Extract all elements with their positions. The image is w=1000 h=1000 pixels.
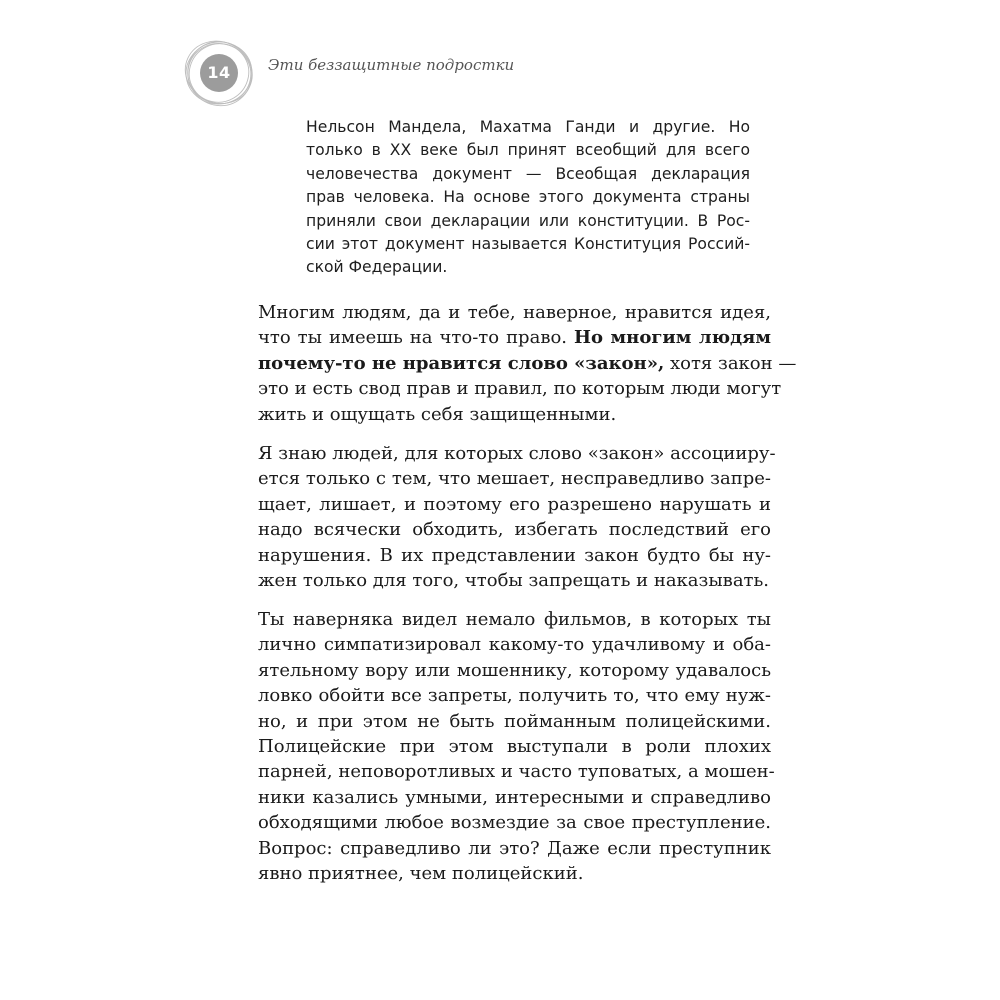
paragraph-line: ятельному вору или мошеннику, которому удавалось <box>258 659 771 681</box>
paragraph-line: ловко обойти все запреты, получить то, что ему нуж- <box>258 685 771 707</box>
paragraph-text: хотя закон — <box>664 352 797 374</box>
sidebar-note <box>306 116 750 280</box>
sidebar-line: человечества документ — Всеобщая декларация <box>306 164 750 183</box>
paragraph-line: Полицейские при этом выступали в роли плохих <box>258 736 771 758</box>
sidebar-line: ской Федерации. <box>306 258 448 277</box>
page-number-badge <box>182 38 256 108</box>
body-paragraph-1 <box>258 300 797 427</box>
paragraph-line: нарушения. В их представлении закон будто бы ну- <box>258 544 771 566</box>
paragraph-line: ники казались умными, интересными и справедливо <box>258 786 771 808</box>
paragraph-text: что ты имеешь на что-то право. <box>258 327 574 349</box>
body-paragraph-2 <box>258 441 776 593</box>
paragraph-line: Вопрос: справедливо ли это? Даже если преступник <box>258 837 771 859</box>
paragraph-line: жить и ощущать себя защищенными. <box>258 403 617 425</box>
paragraph-line: парней, неповоротливых и часто туповатых, а мошен- <box>258 761 775 783</box>
sidebar-line: Нельсон Мандела, Махатма Ганди и другие. Но <box>306 118 750 136</box>
bold-emphasis: Но многим людям <box>574 327 771 349</box>
paragraph-line: жен только для того, чтобы запрещать и наказывать. <box>258 570 770 592</box>
paragraph-line: Ты наверняка видел немало фильмов, в которых ты <box>258 609 771 630</box>
running-title: Эти беззащитные подростки <box>268 56 515 74</box>
sidebar-line: только в XX веке был принят всеобщий для всего <box>306 141 750 160</box>
paragraph-line: ется только с тем, что мешает, несправедливо запре- <box>258 468 771 490</box>
paragraph-line: обходящими любое возмездие за свое преступление. <box>258 812 771 834</box>
paragraph-line: лично симпатизировал какому-то удачливому и оба- <box>258 634 771 656</box>
paragraph-line: явно приятнее, чем полицейский. <box>258 863 584 885</box>
paragraph-line: это и есть свод прав и правил, по которым люди могут <box>258 378 782 400</box>
bold-emphasis: почему-то не нравится слово «закон», <box>258 352 665 374</box>
paragraph-line <box>258 351 797 376</box>
paragraph-line <box>258 325 771 350</box>
body-paragraph-3 <box>258 607 775 886</box>
sidebar-line: сии этот документ называется Конституция Россий- <box>306 235 750 254</box>
sidebar-line: прав человека. На основе этого документа страны <box>306 188 750 207</box>
sidebar-line: приняли свои декларации или конституции. В Рос- <box>306 211 750 230</box>
paragraph-line: но, и при этом не быть пойманным полицейскими. <box>258 710 771 732</box>
page-number: 14 <box>207 63 231 82</box>
paragraph-line: надо всячески обходить, избегать последствий его <box>258 519 771 541</box>
paragraph-line: щает, лишает, и поэтому его разрешено нарушать и <box>258 493 771 515</box>
paragraph-line: Многим людям, да и тебе, наверное, нравится идея, <box>258 302 771 323</box>
paragraph-line: Я знаю людей, для которых слово «закон» ассоцииру- <box>258 443 776 464</box>
